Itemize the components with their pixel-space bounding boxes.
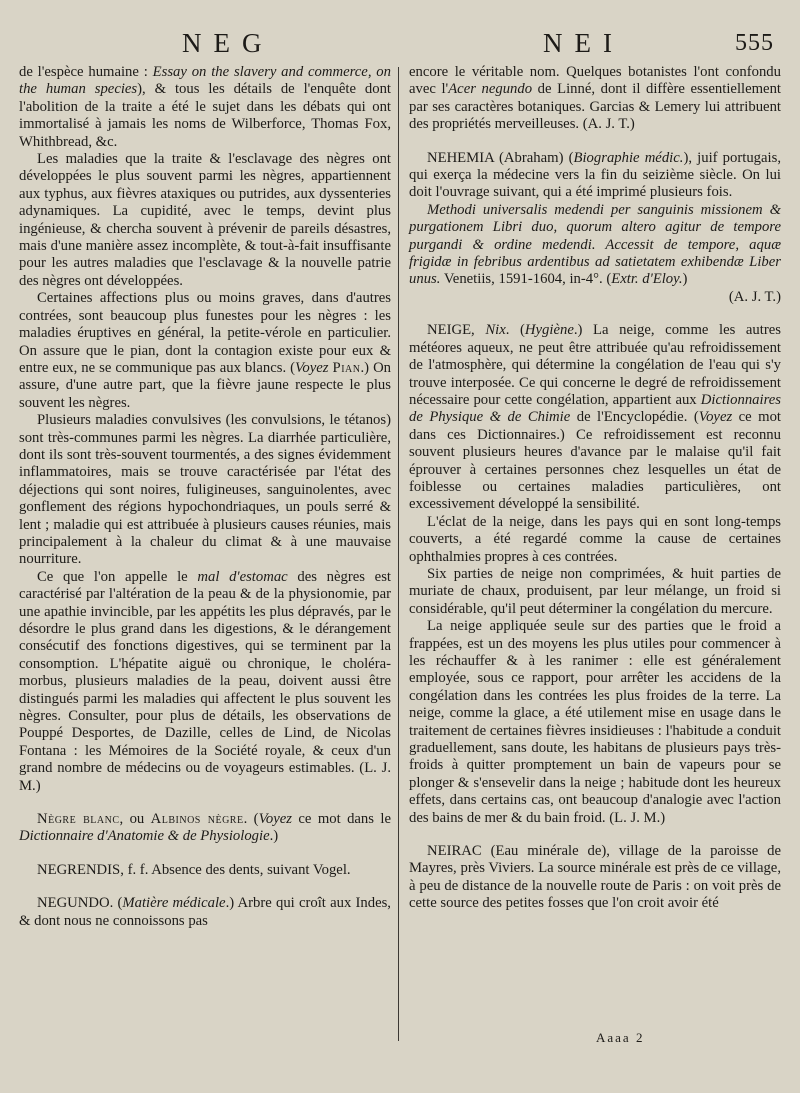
page-number: 555 <box>735 30 774 56</box>
paragraph-gap <box>409 306 781 322</box>
paragraph: NEHEMIA (Abraham) (Biographie médic.), juif portugais, qui exerça la médecine vers la fin du seizième siècle. On lui doit l'ouvrage suivant, qui a été imprimé plusieurs fois. <box>409 149 782 201</box>
paragraph-gap <box>19 846 391 862</box>
left-running-head: NEG <box>182 28 274 58</box>
paragraph: encore le véritable nom. Quelques botanistes l'ont confondu avec l'Acer negundo de Linné, dont il diffère essentiellement par ses caractères botaniques. Garcias & Lemery lui attribuent des propriétés merveilleuses. (A. J. T.) <box>409 64 781 133</box>
paragraph: Certaines affections plus ou moins graves, dans d'autres contrées, sont beaucoup plus funestes pour les nègres : les maladies éruptives en général, la petite-vérole en particulier. On assure que le pian, dont la contagion existe pour eux & entre eux, ne se communique pas aux blancs. (Voyez Pian.) On assure, d'une autre part, que la fièvre jaune respecte le plus souvent les nègres. <box>19 290 392 411</box>
signature-mark: Aaaa 2 <box>596 1030 645 1045</box>
paragraph: Methodi universalis medendi per sanguinis missionem & purgationem Libri duo, quorum altero agitur de tempore purgandi & ordine medendi. Accessit de tempore, aquæ frigidæ in febribus ardentibus ad satietatem exhibendæ Liber unus. Venetiis, 1591-1604, in-4°. (Extr. d'Eloy.) <box>409 201 781 288</box>
paragraph: NEGRENDIS, f. f. Absence des dents, suivant Vogel. <box>37 861 351 878</box>
paragraph-gap <box>19 795 391 811</box>
paragraph-gap <box>409 134 781 150</box>
right-running-head: NEI <box>543 28 624 58</box>
paragraph: La neige appliquée seule sur des parties que le froid a frappées, est un des moyens les plus utiles pour commencer à les réchauffer & à les ranimer : elle est généralement employée, sous ce rapport, pour arrêter les accidens de la congélation dans les contrées les plus froides de la terre. La neige, comme la glace, a été utilement mise en usage dans le traitement de certaines fièvres insidieuses : l'habitude a conduit graduellement, sans doute, les habitans de plusieurs pays très-froids à quitter promptement un bain de vapeurs pour se plonger & s'ensevelir dans la neige ; habitude dont les heureux effets, dans certains cas, ont beaucoup d'analogie avec l'action des bains de mer & du bain froid. (L. J. M.) <box>409 618 781 826</box>
paragraph: L'éclat de la neige, dans les pays qui en sont long-temps couverts, a été regardé comme la cause de certaines ophthalmies propres à ces contrées. <box>409 513 781 565</box>
column-rule <box>398 67 399 1041</box>
paragraph: NEGUNDO. (Matière médicale.) Arbre qui croît aux Indes, & dont nous ne connoissons pas <box>19 895 391 929</box>
paragraph-gap <box>409 827 781 843</box>
paragraph: NEIGE, Nix. (Hygiène.) La neige, comme les autres météores aqueux, ne peut être attribuée qu'au refroidissement de l'atmosphère, qui détermine la congélation de l'eau qui s'y trouve interposée. Ce qui concerne le degré de refroidissement nécessaire pour cette congélation, appartient aux Dictionnaires de Physique & de Chimie de l'Encyclopédie. (Voyez ce mot dans ces Dictionnaires.) Ce refroidissement est reconnu souvent plusieurs heures d'avance par le malaise qu'il fait éprouver à certaines personnes chez lesquelles un état de foiblesse ou certaines maladies particulières, ont excessivement développé la sensibilité. <box>409 322 781 513</box>
paragraph: Six parties de neige non comprimées, & huit parties de muriate de chaux, produisent, par leur mélange, un froid si considérable, qu'il peut déterminer la congélation du mercure. <box>409 565 781 617</box>
left-column <box>19 64 391 930</box>
paragraph: NEIRAC (Eau minérale de), village de la paroisse de Mayres, près Viviers. La source minérale est près de ce village, à peu de distance de la nouvelle route de Paris : on voit près de cette source des petites fosses que l'on croit avoir été <box>409 843 781 912</box>
page-footer <box>0 1030 800 1050</box>
paragraph: Plusieurs maladies convulsives (les convulsions, le tétanos) sont très-communes parmi les nègres. La diarrhée particulière, dont ils sont très-souvent tourmentés, a des signes évidemment inflammatoires, mais se trouve caractérisée par l'état des déjections qui sont noires, fuligineuses, sanguinolentes, avec gonflement des régions hypochondriaques, un pouls serré & lent ; maladie qui est attribuée à plusieurs causes réunies, mais principalement à la chaleur du climat & à une mauvaise nourriture. <box>19 412 391 568</box>
paragraph: Les maladies que la traite & l'esclavage des nègres ont développées le plus souvent parmi les nègres, appartiennent aux typhus, aux fièvres ataxiques ou putrides, aux dyssenteries adynamiques. La cupidité, avec le temps, devint plus ingénieuse, & chercha souvent à prévenir de pareils désastres, mais d'une manière assez incomplète, & tout-à-fait insuffisante pour les autres maladies que l'esclavage & la nouvelle patrie des nègres ont développées. <box>19 151 391 289</box>
author-signature: (A. J. T.) <box>728 288 781 305</box>
paragraph: de l'espèce humaine : Essay on the slavery and commerce, on the human species), & tous les détails de l'enquête dont l'abolition de la traite a été le sujet dans les débats qui ont immortalisé à jamais les noms de Wilberforce, Thomas Fox, Whithbread, &c. <box>19 64 391 150</box>
paragraph: Ce que l'on appelle le mal d'estomac des nègres est caractérisé par l'altération de la peau & de la physionomie, par une apathie invincible, par les appétits les plus dépravés, par le désordre le plus grand dans les digestions, & le dérangement consécutif des fonctions digestives, qui se terminent par la consomption. L'hépatite aiguë ou chronique, le choléra-morbus, plusieurs maladies de la peau, doivent aussi être distingués parmi les maladies qui affectent le plus souvent les nègres. Consulter, pour plus de détails, les observations de Pouppé Desportes, de Dazille, celles de Lind, de Nicolas Fontana : les Mémoires de la Société royale, & ceux d'un grand nombre de médecins ou de voyageurs estimables. (L. J. M.) <box>19 568 391 794</box>
right-column <box>409 64 781 913</box>
running-header <box>0 28 800 62</box>
paragraph: Nègre blanc, ou Albinos nègre. (Voyez ce mot dans le Dictionnaire d'Anatomie & de Physiologie.) <box>19 811 391 845</box>
paragraph-gap <box>19 879 391 895</box>
